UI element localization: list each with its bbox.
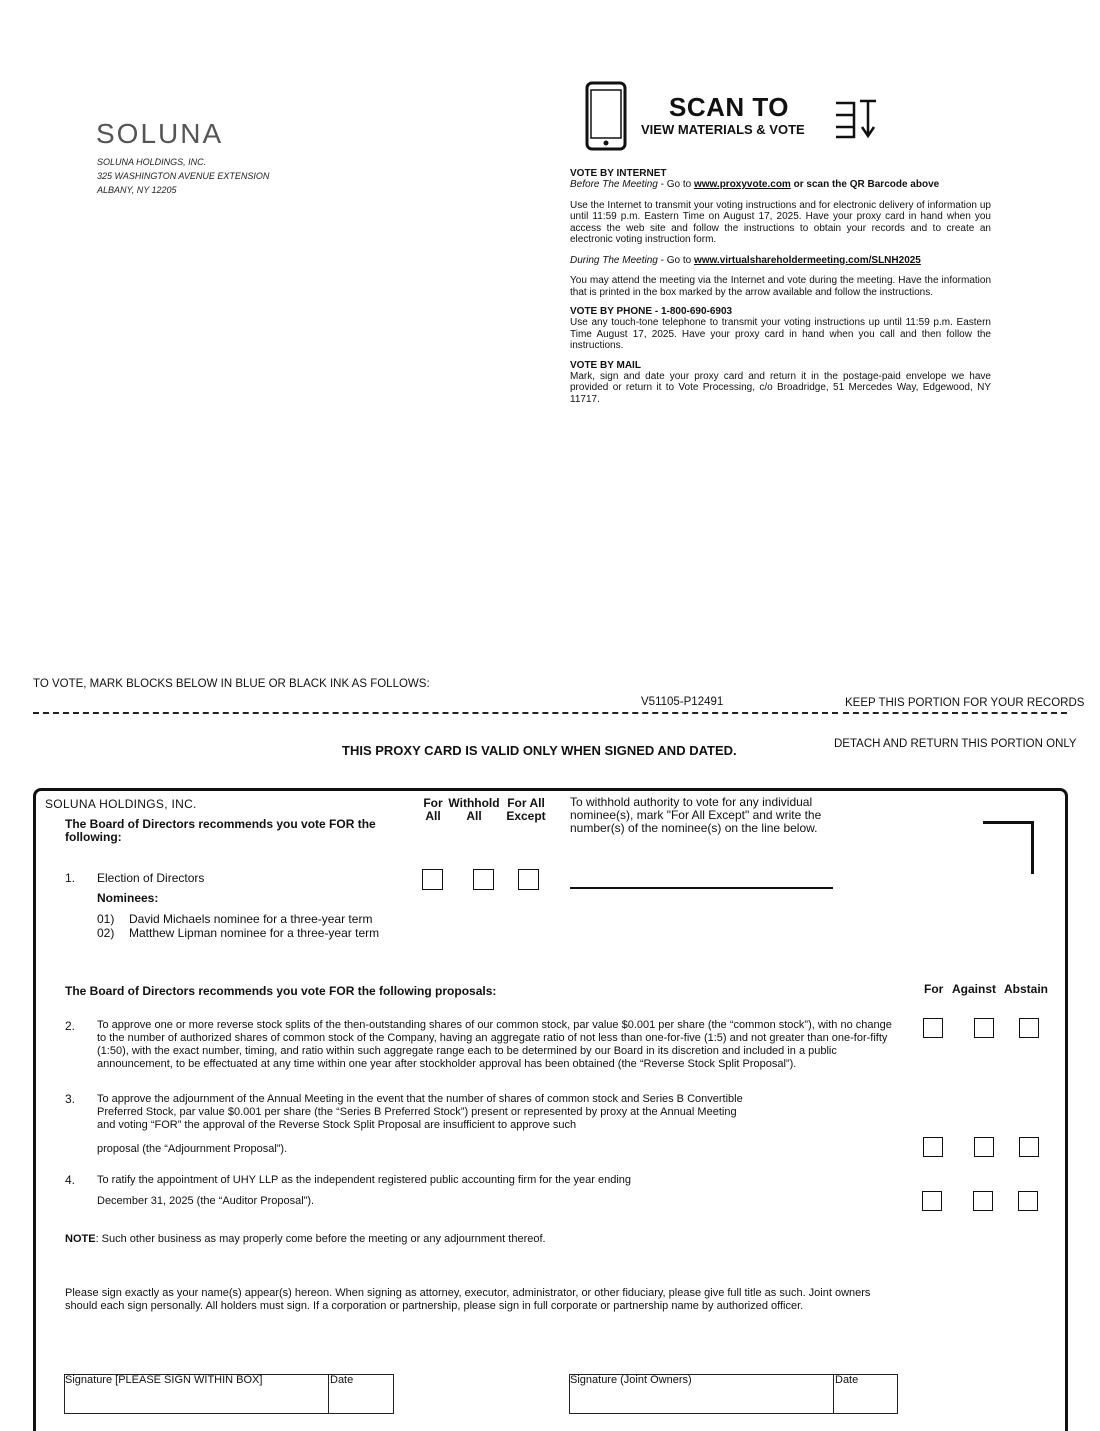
- note: [65, 1233, 546, 1246]
- proxyvote-link[interactable]: www.proxyvote.com: [693, 179, 791, 190]
- before-meeting-line: [570, 179, 991, 191]
- item2-for-checkbox[interactable]: [923, 1018, 943, 1038]
- sign-instructions: Please sign exactly as your name(s) appear(s) hereon. When signing as attorney, executor, administrator, or other fiduciary, please give full title as such. Joint owners should each sign personally. All holders must sign. If a corporation or partnership, please sign in full corporate or partnership name by authorized officer.: [65, 1287, 871, 1312]
- item3-abstain-checkbox[interactable]: [1019, 1137, 1039, 1157]
- phone-body: Use any touch-tone telephone to transmit your voting instructions up until 11:59 p.m. Eastern Time August 17, 2025. Have your proxy card in hand when you call and then follow the instructions.: [570, 317, 991, 351]
- item4-against-checkbox[interactable]: [973, 1191, 993, 1211]
- item3-number: 3.: [65, 1092, 76, 1106]
- item3-against-checkbox[interactable]: [974, 1137, 994, 1157]
- keep-label: KEEP THIS PORTION FOR YOUR RECORDS: [845, 697, 1085, 709]
- nominees-label: Nominees:: [97, 891, 159, 905]
- nominee-number: 01): [97, 912, 115, 926]
- internet-body: Use the Internet to transmit your voting instructions and for electronic delivery of information up until 11:59 p.m. Eastern Time on August 17, 2025. Have your proxy card in hand when you access the web site and follow the instructions to obtain your records and to create an electronic voting instruction form.: [570, 199, 991, 245]
- withhold-instructions: To withhold authority to vote for any individual nominee(s), mark "For All Except" and write the number(s) of the nominee(s) on the line below.: [570, 795, 822, 835]
- during-meeting-line: [570, 255, 991, 267]
- item2-text: To approve one or more reverse stock splits of the then-outstanding shares of our common stock, par value $0.001 per share (the “common stock”), with no change to the number of authorized shares of common stock of the Company, having an aggregate ratio of not less than one-for-five (1:5) and not greater than one-for-fifty (1:50), with the exact number, timing, and ratio within such aggregate range each to be determined by our Board in its discretion and included in a public announcement, to be effectuated at any time within one year after stockholder approval has been obtained (the “Reverse Stock Split Proposal”).: [97, 1019, 892, 1070]
- item4-text: To ratify the appointment of UHY LLP as the independent registered public accounting firm for the year ending: [97, 1174, 632, 1186]
- col-for: For: [924, 982, 944, 996]
- scan-subtitle: VIEW MATERIALS & VOTE: [641, 122, 805, 137]
- joint-signature-label: Signature (Joint Owners): [570, 1374, 692, 1386]
- during-label: During The Meeting: [570, 254, 658, 266]
- card-company: SOLUNA HOLDINGS, INC.: [45, 797, 197, 811]
- col-for-all: For All: [423, 796, 443, 823]
- item4-abstain-checkbox[interactable]: [1018, 1191, 1038, 1211]
- voting-instructions: [570, 168, 991, 405]
- col-for-all-except: For All Except: [506, 796, 546, 823]
- detach-label: DETACH AND RETURN THIS PORTION ONLY: [834, 738, 1077, 750]
- control-code: V51105-P12491: [641, 696, 724, 708]
- valid-label: THIS PROXY CARD IS VALID ONLY WHEN SIGNED AND DATED.: [342, 743, 737, 758]
- logo-text: SOLUNA: [96, 118, 224, 149]
- ink-instructions: TO VOTE, MARK BLOCKS BELOW IN BLUE OR BLACK INK AS FOLLOWS:: [33, 678, 430, 690]
- board-rec-directors: The Board of Directors recommends you vote FOR the following:: [65, 817, 376, 844]
- date-label: Date: [330, 1374, 354, 1386]
- during-body: You may attend the meeting via the Internet and vote during the meeting. Have the information that is printed in the box marked by the arrow available and follow the instructions.: [570, 275, 991, 298]
- arrow-icon: [834, 99, 880, 144]
- before-tail: or scan the QR Barcode above: [790, 179, 940, 190]
- date-box[interactable]: [328, 1374, 394, 1414]
- scan-title: SCAN TO: [669, 92, 790, 122]
- joint-signature-box[interactable]: [569, 1374, 834, 1414]
- board-rec-proposals: The Board of Directors recommends you vote FOR the following proposals:: [65, 984, 497, 998]
- before-label: Before The Meeting: [570, 179, 658, 190]
- address-line: ALBANY, NY 12205: [97, 185, 177, 195]
- vote-internet-heading: VOTE BY INTERNET: [570, 168, 667, 179]
- address-line: SOLUNA HOLDINGS, INC.: [97, 157, 207, 167]
- checkbox-for-all-except[interactable]: [518, 869, 539, 890]
- col-abstain: Abstain: [1004, 982, 1049, 996]
- joint-date-box[interactable]: [833, 1374, 898, 1414]
- note-label: NOTE: [65, 1233, 96, 1245]
- item1-number: 1.: [65, 871, 76, 885]
- note-text: : Such other business as may properly come before the meeting or any adjournment thereof.: [95, 1233, 546, 1245]
- item1-title: Election of Directors: [97, 871, 205, 885]
- item4-text-end: December 31, 2025 (the “Auditor Proposal”).: [97, 1195, 315, 1207]
- mail-body: Mark, sign and date your proxy card and return it in the postage-paid envelope we have provided or return it to Vote Processing, c/o Broadridge, 51 Mercedes Way, Edgewood, NY 11717.: [570, 370, 991, 405]
- nominee-exception-line[interactable]: [570, 887, 833, 889]
- checkbox-for-all[interactable]: [422, 869, 443, 890]
- vote-phone-heading: VOTE BY PHONE - 1-800-690-6903: [570, 306, 733, 317]
- signature-box[interactable]: [64, 1374, 329, 1414]
- phone-icon: [585, 81, 627, 156]
- item3-text-end: proposal (the “Adjournment Proposal”).: [97, 1143, 288, 1155]
- item4-for-checkbox[interactable]: [922, 1191, 942, 1211]
- col-against: Against: [952, 982, 997, 996]
- item3-text: To approve the adjournment of the Annual Meeting in the event that the number of shares of common stock and Series B Convertible Preferred Stock, par value $0.001 per share (the “Series B Preferred Stock”) present or represented by proxy at the Annual Meeting and voting “FOR” the approval of the Reverse Stock Split Proposal are insufficient to approve such: [97, 1093, 743, 1131]
- company-logo: [96, 118, 223, 150]
- col-withhold-all: Withhold All: [448, 796, 500, 823]
- company-address: [97, 155, 269, 197]
- item2-abstain-checkbox[interactable]: [1019, 1018, 1039, 1038]
- detach-line: [33, 712, 838, 714]
- item2-against-checkbox[interactable]: [974, 1018, 994, 1038]
- nominee-name: David Michaels nominee for a three-year term: [129, 912, 373, 926]
- item3-for-checkbox[interactable]: [923, 1137, 943, 1157]
- nominee-number: 02): [97, 926, 115, 940]
- nominee-name: Matthew Lipman nominee for a three-year term: [129, 926, 380, 940]
- vote-mail-heading: VOTE BY MAIL: [570, 359, 641, 371]
- address-line: 325 WASHINGTON AVENUE EXTENSION: [97, 171, 270, 181]
- item2-number: 2.: [65, 1019, 76, 1033]
- before-go: - Go to: [657, 179, 694, 190]
- during-go: - Go to: [657, 254, 694, 266]
- signature-label: Signature [PLEASE SIGN WITHIN BOX]: [65, 1374, 263, 1386]
- checkbox-withhold-all[interactable]: [473, 869, 494, 890]
- detach-line-right: [843, 712, 1067, 714]
- item4-number: 4.: [65, 1173, 76, 1187]
- corner-mark: [983, 821, 1034, 874]
- joint-date-label: Date: [835, 1374, 859, 1386]
- virtual-meeting-link[interactable]: www.virtualshareholdermeeting.com/SLNH2025: [693, 254, 921, 266]
